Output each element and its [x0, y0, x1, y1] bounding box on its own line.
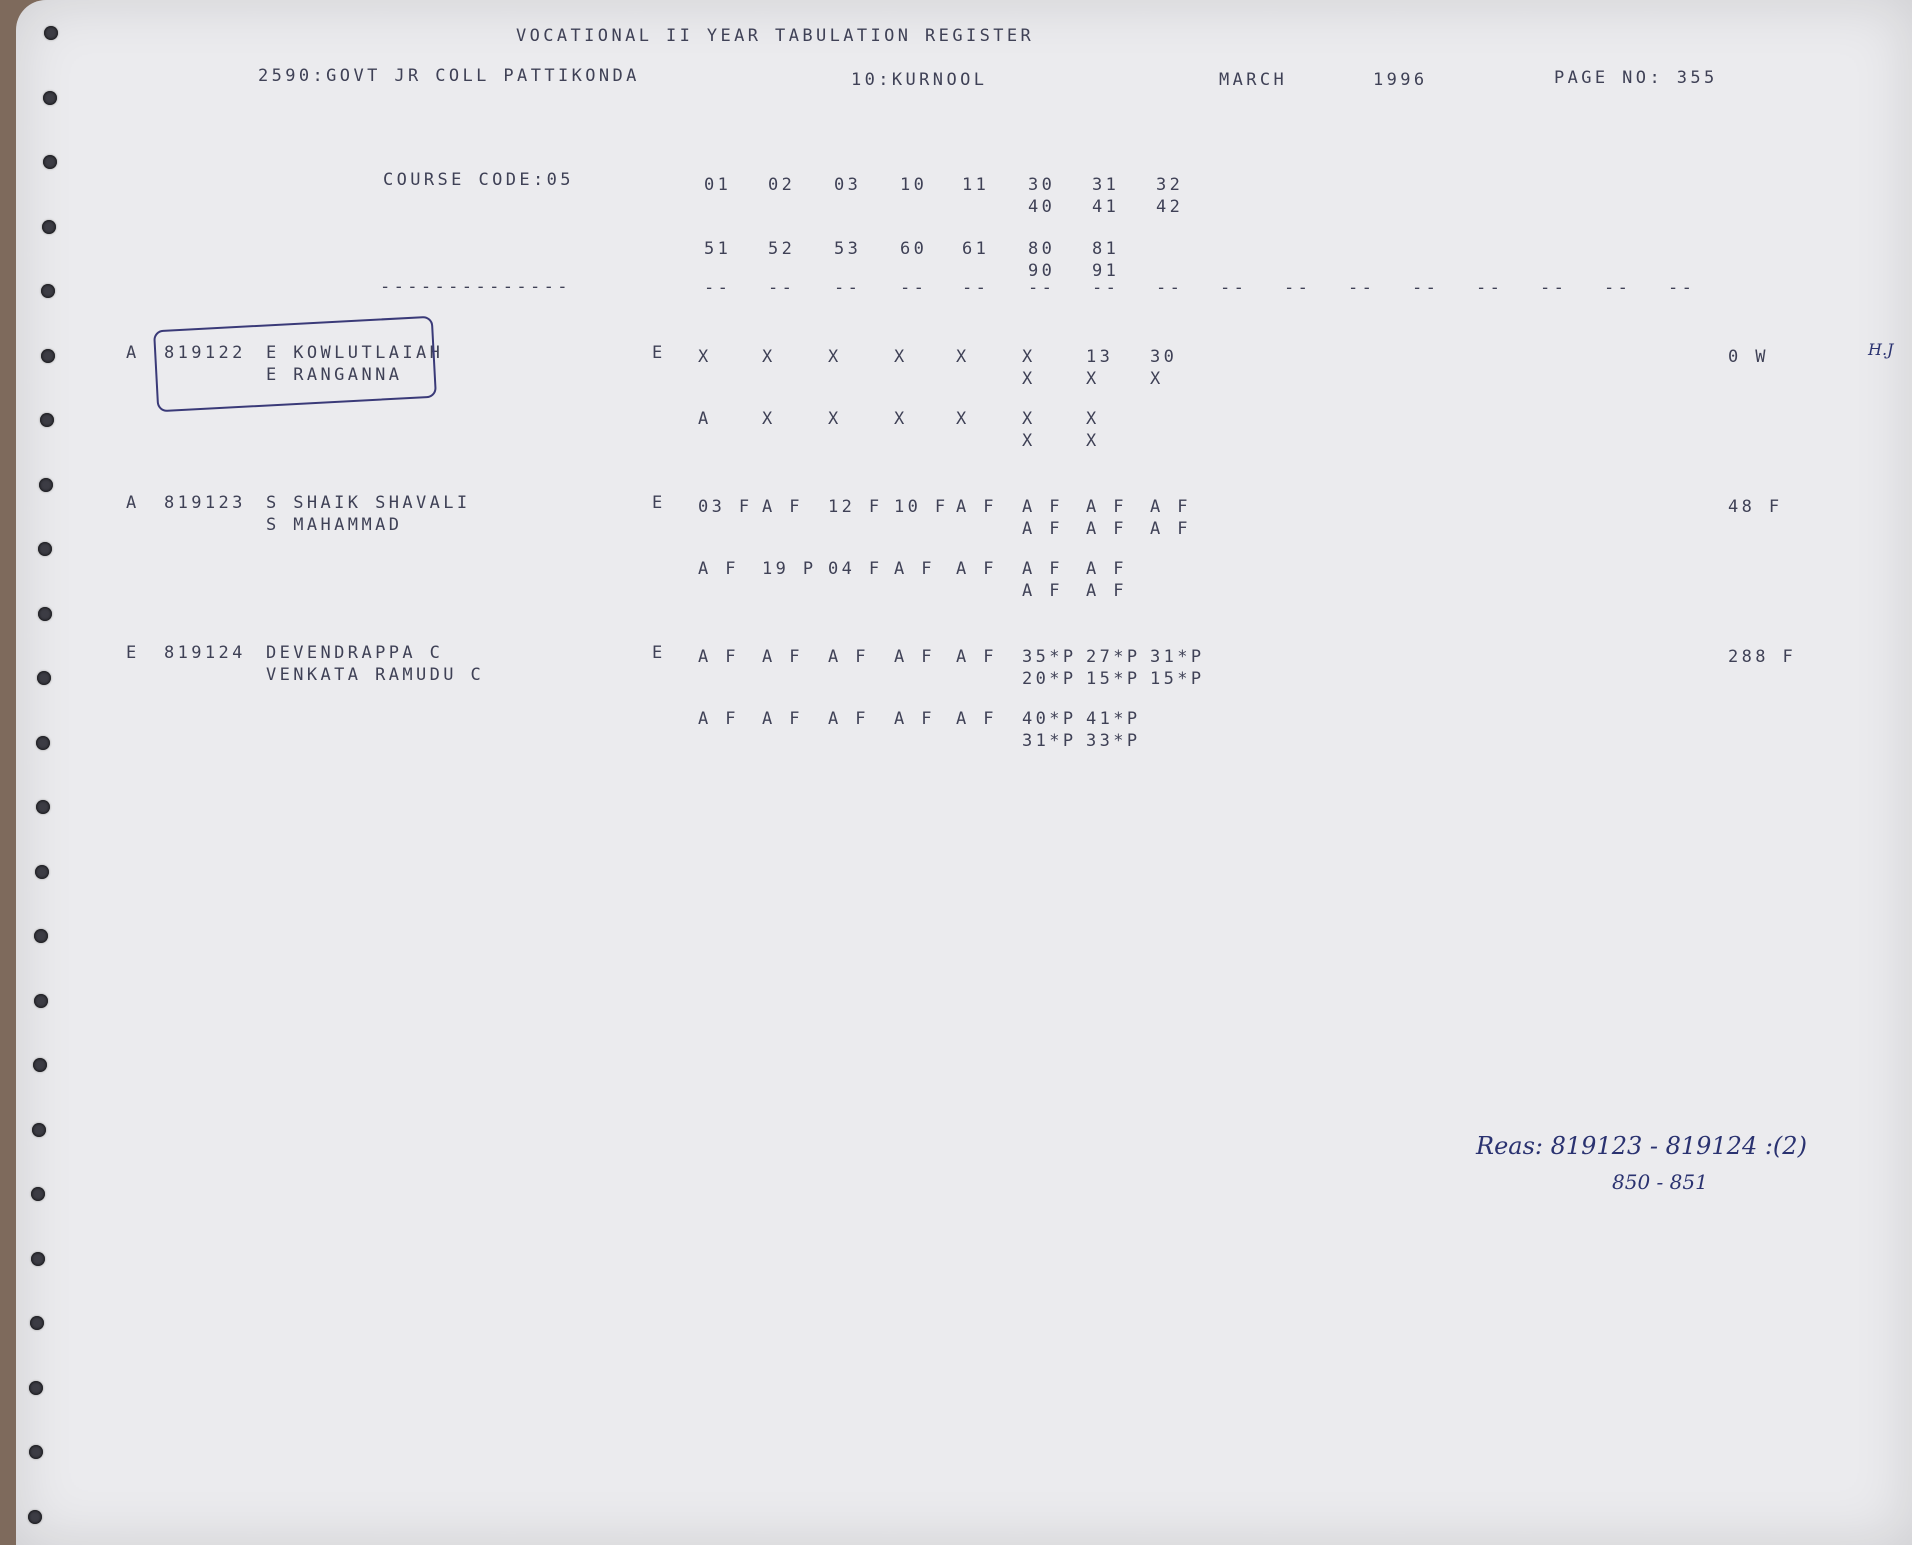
- student-name: DEVENDRAPPA C: [266, 643, 444, 663]
- subject-mark: A F: [828, 709, 869, 729]
- column-separator: --: [1476, 278, 1504, 298]
- subject-code: 52: [768, 239, 796, 259]
- subject-mark: X: [894, 347, 908, 367]
- punch-hole: [38, 607, 52, 621]
- total-result: 288 F: [1728, 647, 1797, 667]
- subject-mark: X: [762, 347, 776, 367]
- subject-mark: A F: [1022, 519, 1063, 539]
- subject-mark: 13: [1086, 347, 1114, 367]
- punch-hole: [41, 284, 55, 298]
- subject-code: 02: [768, 175, 796, 195]
- subject-mark: X: [828, 347, 842, 367]
- subject-mark: A F: [1086, 581, 1127, 601]
- margin-mark: H.J: [1868, 340, 1894, 359]
- punch-hole: [29, 1381, 43, 1395]
- hall-ticket-number: 819122: [164, 343, 246, 363]
- hall-ticket-number: 819124: [164, 643, 246, 663]
- result-grade: A: [126, 493, 140, 513]
- punch-hole: [32, 1123, 46, 1137]
- subject-mark: A F: [1150, 519, 1191, 539]
- subject-code: 41: [1092, 197, 1120, 217]
- column-separator: --: [704, 278, 732, 298]
- subject-code: 91: [1092, 261, 1120, 281]
- subject-mark: X: [894, 409, 908, 429]
- subject-mark: A F: [1086, 559, 1127, 579]
- subject-mark: A F: [894, 647, 935, 667]
- punch-hole: [28, 1510, 42, 1524]
- subject-mark: X: [1150, 369, 1164, 389]
- subject-mark: 03 F: [698, 497, 753, 517]
- subject-code: 42: [1156, 197, 1184, 217]
- medium: E: [652, 343, 666, 363]
- punch-hole: [42, 220, 56, 234]
- register-title: VOCATIONAL II YEAR TABULATION REGISTER: [516, 26, 1035, 46]
- subject-mark: A F: [1022, 559, 1063, 579]
- subject-code: 32: [1156, 175, 1184, 195]
- column-separator: --: [1604, 278, 1632, 298]
- medium: E: [652, 643, 666, 663]
- student-name: E KOWLUTLAIAH: [266, 343, 444, 363]
- subject-mark: A F: [956, 497, 997, 517]
- punch-hole: [31, 1187, 45, 1201]
- column-separator: --: [1540, 278, 1568, 298]
- subject-mark: A F: [956, 709, 997, 729]
- punch-hole: [37, 671, 51, 685]
- result-grade: E: [126, 643, 140, 663]
- subject-mark: X: [698, 347, 712, 367]
- subject-mark: A F: [762, 647, 803, 667]
- column-separator: --: [1220, 278, 1248, 298]
- subject-mark: A F: [698, 709, 739, 729]
- medium: E: [652, 493, 666, 513]
- punch-hole: [43, 91, 57, 105]
- subject-code: 51: [704, 239, 732, 259]
- total-result: 48 F: [1728, 497, 1783, 517]
- subject-mark: A F: [762, 709, 803, 729]
- punch-hole: [31, 1252, 45, 1266]
- subject-mark: 20*P: [1022, 669, 1077, 689]
- handwritten-note-line2: 850 - 851: [1612, 1170, 1708, 1194]
- subject-mark: 30: [1150, 347, 1178, 367]
- punch-hole: [35, 865, 49, 879]
- punch-hole: [34, 994, 48, 1008]
- column-separator: --: [962, 278, 990, 298]
- hall-ticket-number: 819123: [164, 493, 246, 513]
- subject-code: 60: [900, 239, 928, 259]
- subject-code: 31: [1092, 175, 1120, 195]
- subject-mark: A F: [1086, 497, 1127, 517]
- subject-mark: X: [1022, 409, 1036, 429]
- column-separator: --: [900, 278, 928, 298]
- handwritten-note-line1: Reas: 819123 - 819124 :(2): [1476, 1132, 1807, 1160]
- column-separator: --: [1412, 278, 1440, 298]
- tabulation-sheet: [16, 0, 1912, 1545]
- subject-mark: X: [762, 409, 776, 429]
- subject-mark: 31*P: [1022, 731, 1077, 751]
- subject-code: 53: [834, 239, 862, 259]
- punch-hole: [34, 929, 48, 943]
- subject-code: 30: [1028, 175, 1056, 195]
- subject-mark: 41*P: [1086, 709, 1141, 729]
- subject-mark: A F: [956, 647, 997, 667]
- subject-mark: 27*P: [1086, 647, 1141, 667]
- exam-year: 1996: [1373, 70, 1428, 90]
- punch-hole: [36, 736, 50, 750]
- subject-mark: 19 P: [762, 559, 817, 579]
- punch-hole: [40, 413, 54, 427]
- subject-mark: A: [698, 409, 712, 429]
- college-name: 2590:GOVT JR COLL PATTIKONDA: [258, 66, 640, 86]
- district: 10:KURNOOL: [851, 70, 988, 90]
- subject-mark: A F: [1086, 519, 1127, 539]
- course-dashes: --------------: [380, 277, 571, 297]
- subject-mark: X: [828, 409, 842, 429]
- punch-hole: [43, 155, 57, 169]
- column-separator: --: [768, 278, 796, 298]
- subject-mark: X: [956, 347, 970, 367]
- handwritten-circle: [153, 316, 437, 413]
- punch-hole: [39, 478, 53, 492]
- subject-mark: X: [1086, 369, 1100, 389]
- subject-mark: X: [1022, 431, 1036, 451]
- subject-mark: X: [1086, 409, 1100, 429]
- subject-mark: A F: [1022, 497, 1063, 517]
- column-separator: --: [1156, 278, 1184, 298]
- column-separator: --: [1668, 278, 1696, 298]
- punch-hole: [38, 542, 52, 556]
- father-name: S MAHAMMAD: [266, 515, 403, 535]
- column-separator: --: [1092, 278, 1120, 298]
- father-name: E RANGANNA: [266, 365, 403, 385]
- column-separator: --: [1348, 278, 1376, 298]
- subject-code: 40: [1028, 197, 1056, 217]
- subject-mark: X: [1086, 431, 1100, 451]
- subject-code: 03: [834, 175, 862, 195]
- subject-mark: A F: [698, 559, 739, 579]
- subject-code: 01: [704, 175, 732, 195]
- punch-hole: [33, 1058, 47, 1072]
- subject-mark: A F: [828, 647, 869, 667]
- subject-mark: X: [1022, 369, 1036, 389]
- column-separator: --: [834, 278, 862, 298]
- punch-hole: [30, 1316, 44, 1330]
- subject-mark: A F: [894, 559, 935, 579]
- subject-mark: 33*P: [1086, 731, 1141, 751]
- subject-code: 11: [962, 175, 990, 195]
- subject-mark: A F: [1022, 581, 1063, 601]
- subject-mark: 15*P: [1150, 669, 1205, 689]
- subject-mark: A F: [762, 497, 803, 517]
- subject-code: 90: [1028, 261, 1056, 281]
- total-result: 0 W: [1728, 347, 1769, 367]
- subject-code: 61: [962, 239, 990, 259]
- subject-mark: 35*P: [1022, 647, 1077, 667]
- punch-hole: [36, 800, 50, 814]
- subject-mark: X: [1022, 347, 1036, 367]
- subject-code: 10: [900, 175, 928, 195]
- subject-mark: X: [956, 409, 970, 429]
- column-separator: --: [1028, 278, 1056, 298]
- student-name: S SHAIK SHAVALI: [266, 493, 471, 513]
- course-code: COURSE CODE:05: [383, 170, 574, 190]
- subject-code: 81: [1092, 239, 1120, 259]
- father-name: VENKATA RAMUDU C: [266, 665, 485, 685]
- punch-hole: [29, 1445, 43, 1459]
- column-separator: --: [1284, 278, 1312, 298]
- subject-mark: A F: [1150, 497, 1191, 517]
- subject-mark: A F: [894, 709, 935, 729]
- subject-mark: 31*P: [1150, 647, 1205, 667]
- page-number: PAGE NO: 355: [1554, 68, 1718, 88]
- subject-mark: 10 F: [894, 497, 949, 517]
- exam-month: MARCH: [1219, 70, 1288, 90]
- result-grade: A: [126, 343, 140, 363]
- subject-mark: A F: [956, 559, 997, 579]
- punch-hole: [41, 349, 55, 363]
- subject-mark: A F: [698, 647, 739, 667]
- subject-mark: 12 F: [828, 497, 883, 517]
- subject-mark: 04 F: [828, 559, 883, 579]
- subject-code: 80: [1028, 239, 1056, 259]
- subject-mark: 15*P: [1086, 669, 1141, 689]
- punch-hole: [44, 26, 58, 40]
- subject-mark: 40*P: [1022, 709, 1077, 729]
